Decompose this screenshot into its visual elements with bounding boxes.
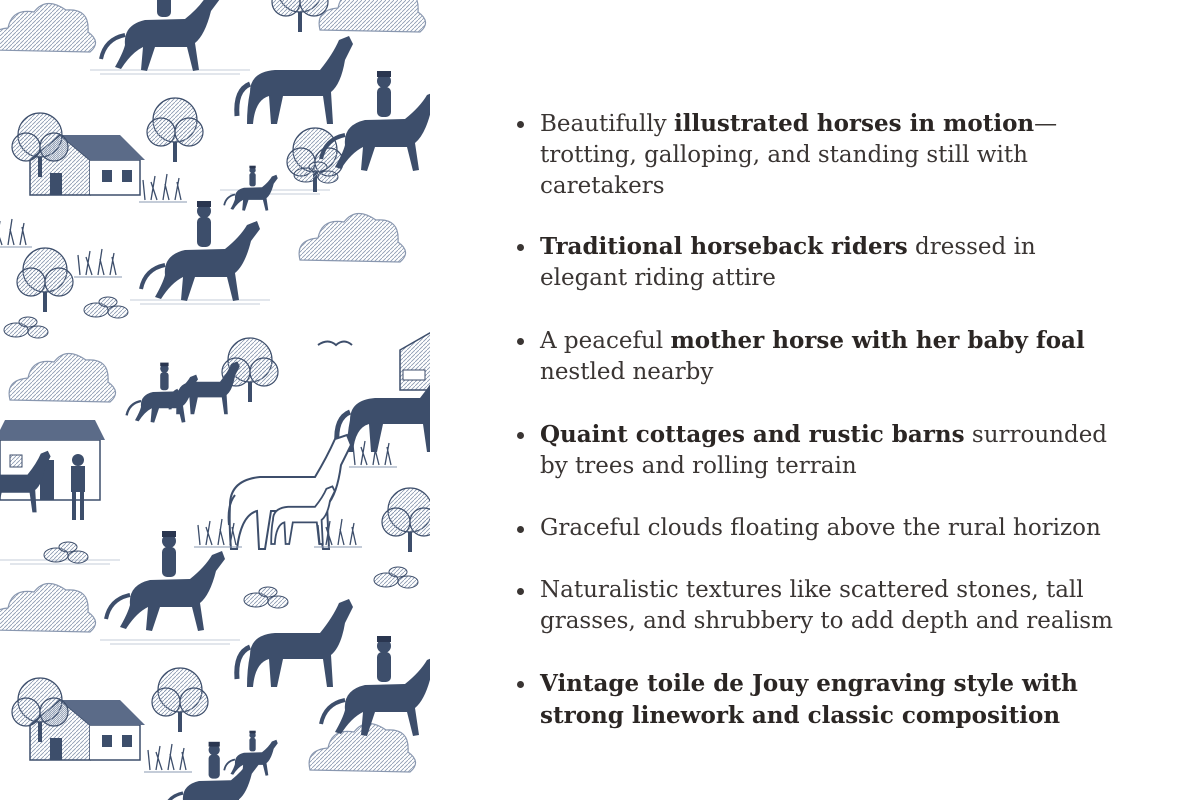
bullet-icon [517, 432, 524, 439]
bullet-icon [517, 244, 524, 251]
feature-text: Beautifully [540, 111, 674, 137]
feature-text: nestled nearby [540, 359, 714, 385]
feature-text: surrounded by trees and rolling terrain [540, 422, 1108, 479]
feature-highlight: illustrated horses in motion [673, 110, 1035, 137]
feature-text: Graceful clouds floating above the rural horizon [540, 515, 1101, 541]
feature-text: A peaceful [540, 328, 671, 354]
bullet-icon [517, 338, 524, 345]
feature-list [510, 108, 1130, 732]
bullet-icon [517, 526, 524, 533]
feature-text: dressed in elegant riding attire [540, 234, 1036, 291]
bullet-icon [517, 588, 524, 595]
feature-item [510, 325, 1130, 388]
feature-highlight: mother horse with her baby foal [670, 327, 1085, 354]
toile-pattern-illustration [0, 0, 430, 800]
feature-item [510, 231, 1130, 294]
feature-item [510, 513, 1130, 544]
bullet-icon [517, 681, 524, 688]
feature-list-panel [510, 108, 1130, 732]
feature-highlight: Quaint cottages and rustic barns [540, 421, 965, 448]
feature-highlight: Traditional horseback riders [540, 233, 908, 260]
feature-text: Naturalistic textures like scattered stones, tall grasses, and shrubbery to add depth and realism [540, 577, 1113, 634]
feature-item [510, 108, 1130, 202]
pattern-svg [0, 0, 430, 800]
feature-item [510, 575, 1130, 637]
feature-text: —trotting, galloping, and standing still with caretakers [540, 111, 1058, 199]
feature-item [510, 668, 1130, 732]
bullet-icon [517, 121, 524, 128]
feature-highlight: Vintage toile de Jouy engraving style with strong linework and classic composition [540, 670, 1078, 729]
feature-item [510, 419, 1130, 482]
